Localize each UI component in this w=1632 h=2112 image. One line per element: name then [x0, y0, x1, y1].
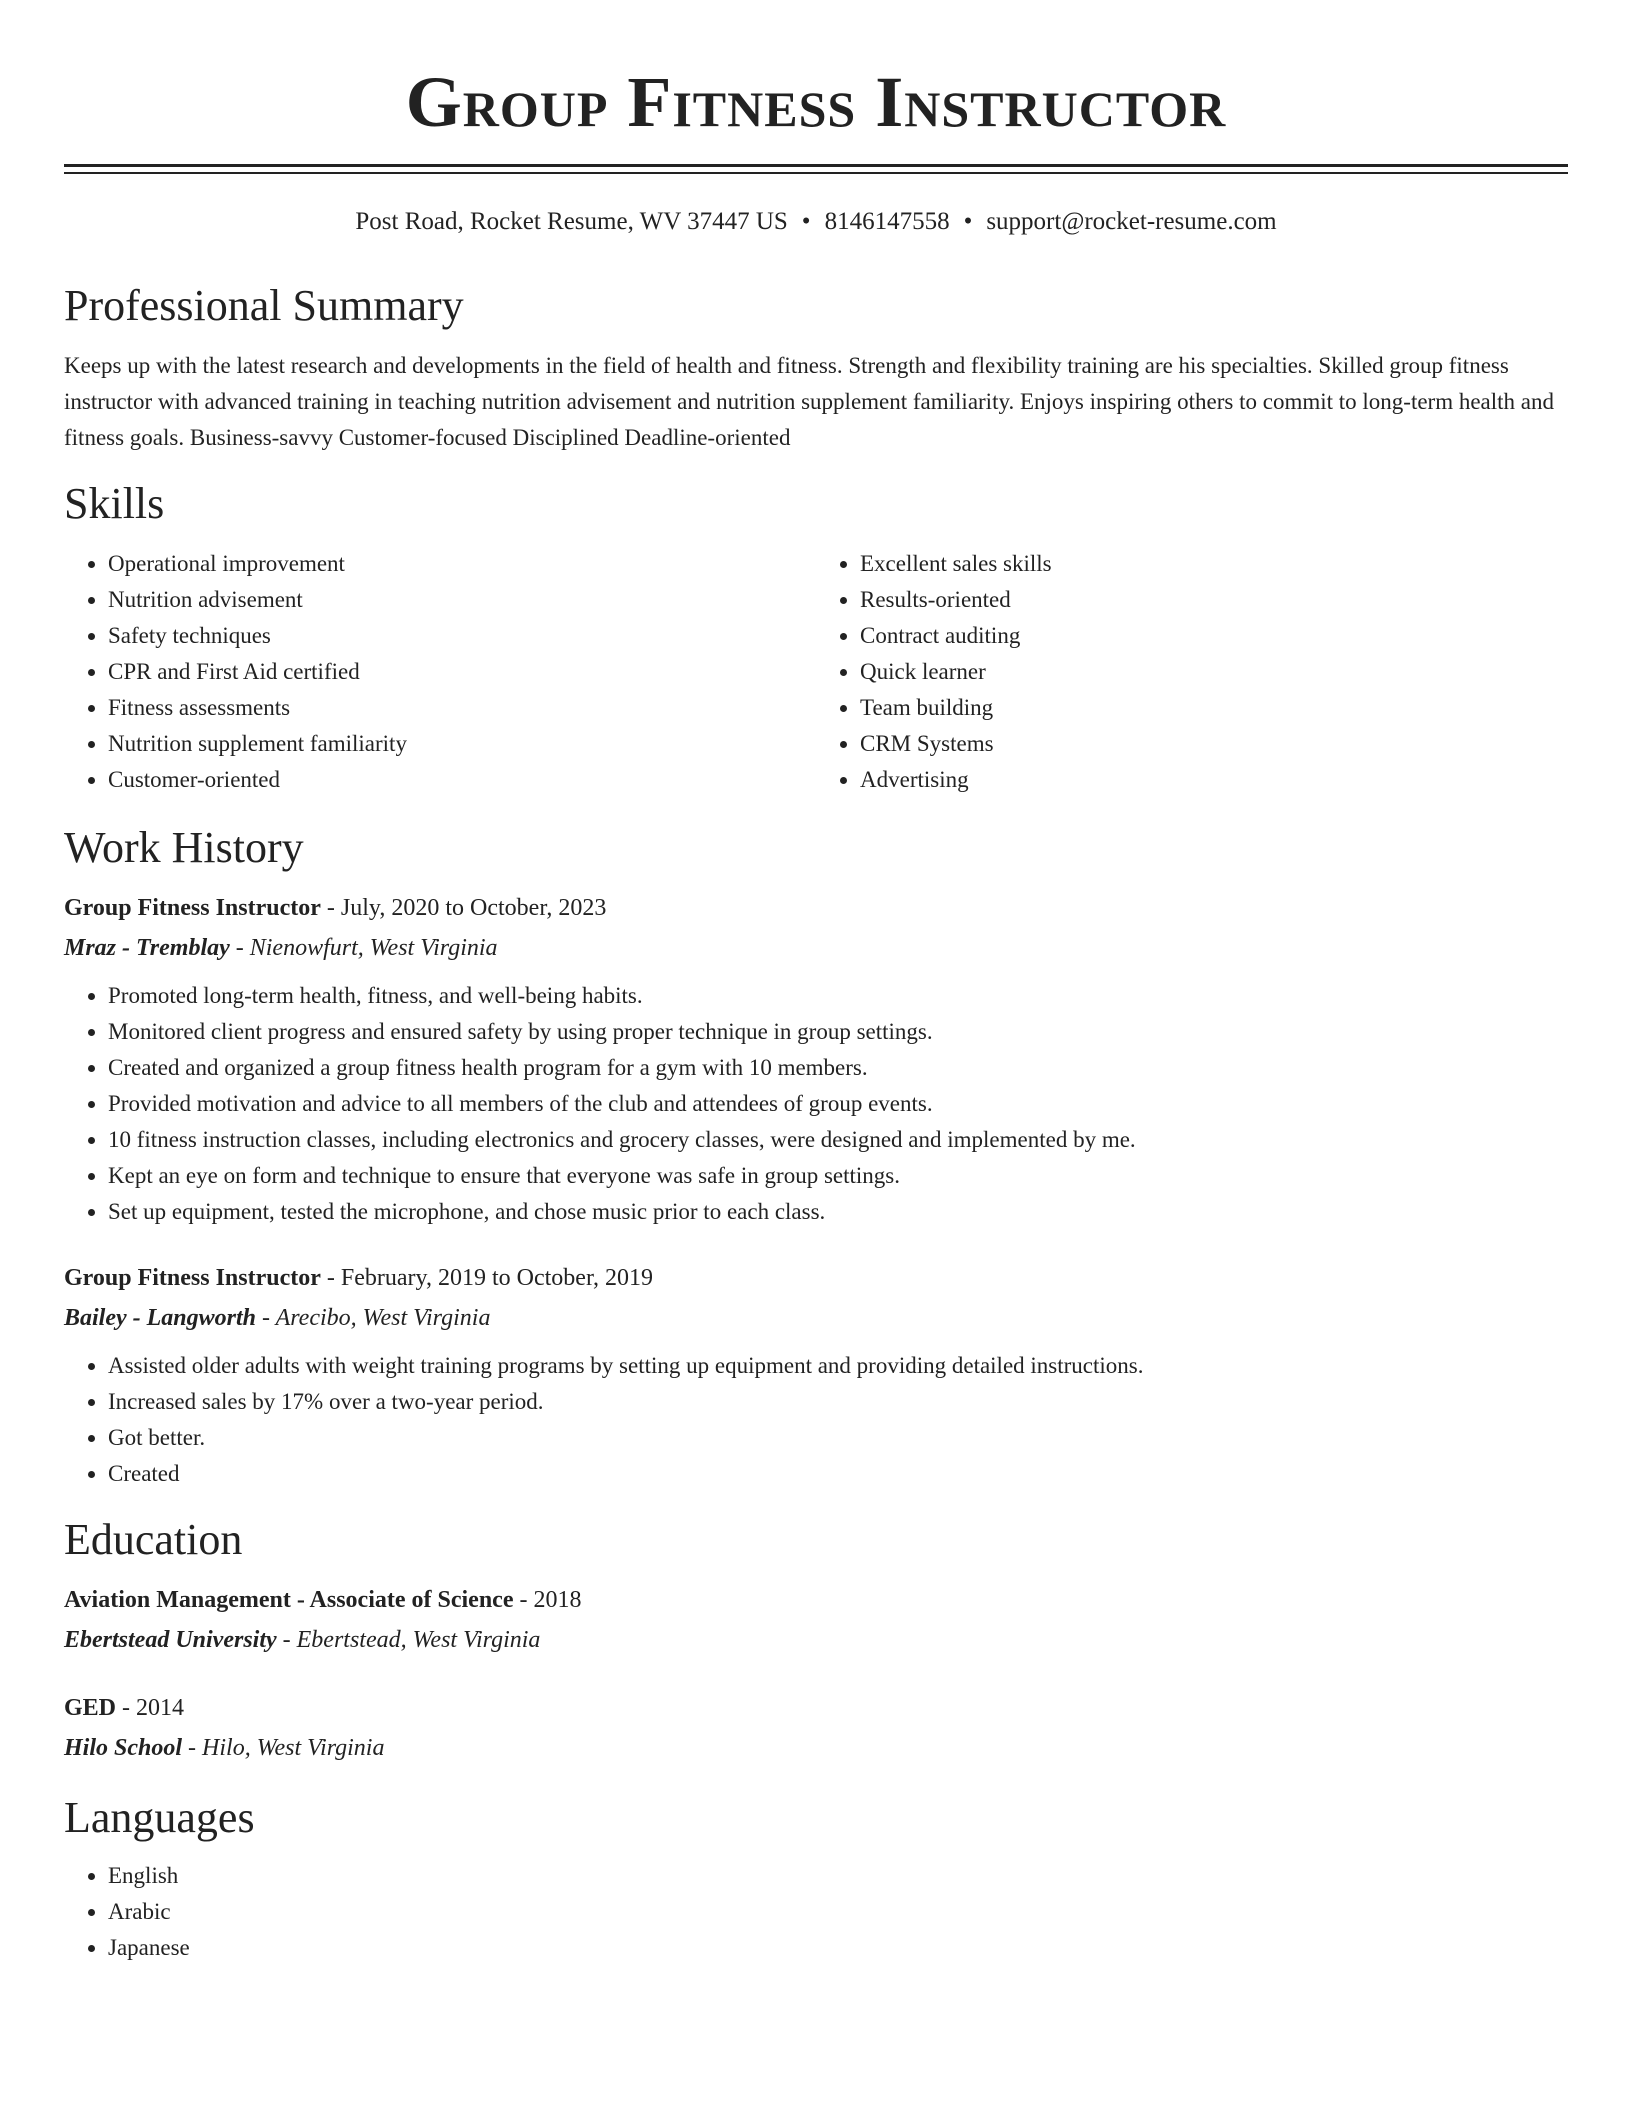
work-history-heading: Work History: [64, 823, 304, 872]
job-duty: • 10 fitness instruction classes, including electronics and grocery classes, were designed and implemented by me.: [108, 1122, 1568, 1158]
job-header: [64, 1258, 1568, 1298]
languages-heading: Languages: [64, 1793, 255, 1842]
skill-item: • Contract auditing: [860, 618, 1568, 654]
skill-item: • Customer-oriented: [108, 762, 816, 798]
resume-title: Group Fitness Instructor: [405, 62, 1227, 142]
education-header: [64, 1580, 1568, 1620]
education-school: Ebertstead University: [64, 1627, 277, 1653]
job-title: Group Fitness Instructor: [64, 895, 321, 921]
education-location: - Hilo, West Virginia: [182, 1735, 385, 1761]
contact-line: [64, 204, 1568, 240]
job-duty: • Provided motivation and advice to all members of the club and attendees of group events.: [108, 1086, 1568, 1122]
job-duty: • Promoted long-term health, fitness, and well-being habits.: [108, 978, 1568, 1014]
education-school-line: [64, 1728, 1568, 1768]
skill-item: • Fitness assessments: [108, 690, 816, 726]
job-duty: • Increased sales by 17% over a two-year period.: [108, 1384, 1568, 1420]
education-section: [64, 1512, 1568, 1768]
job-dates: - February, 2019 to October, 2019: [320, 1265, 653, 1291]
skill-item: • Quick learner: [860, 654, 1568, 690]
skill-item: • Excellent sales skills: [860, 546, 1568, 582]
job-duty: • Kept an eye on form and technique to ensure that everyone was safe in group settings.: [108, 1158, 1568, 1194]
skills-section: [64, 476, 1568, 798]
job-duty: • Set up equipment, tested the microphone, and chose music prior to each class.: [108, 1194, 1568, 1230]
job-duty: • Created: [108, 1456, 1568, 1492]
job-duties: [64, 978, 1568, 1230]
job-location: - Nienowfurt, West Virginia: [229, 935, 498, 961]
job-duty: • Assisted older adults with weight training programs by setting up equipment and providing detailed instructions.: [108, 1348, 1568, 1384]
contact-phone: 8146147558: [824, 208, 950, 235]
skills-grid: [64, 546, 1568, 798]
education-heading: Education: [64, 1515, 243, 1564]
title-divider-thin: [64, 172, 1568, 174]
skill-item: • Operational improvement: [108, 546, 816, 582]
skill-item: • CPR and First Aid certified: [108, 654, 816, 690]
work-history-section: [64, 820, 1568, 1492]
languages-list: [64, 1858, 1568, 1966]
job-location: - Arecibo, West Virginia: [256, 1305, 491, 1331]
skill-item: • Nutrition supplement familiarity: [108, 726, 816, 762]
skill-item: • Results-oriented: [860, 582, 1568, 618]
job-entry: [64, 888, 1568, 1230]
contact-address: Post Road, Rocket Resume, WV 37447 US: [355, 208, 788, 235]
job-duty: • Created and organized a group fitness health program for a gym with 10 members.: [108, 1050, 1568, 1086]
language-item: • Arabic: [108, 1894, 1568, 1930]
job-duty: • Monitored client progress and ensured safety by using proper technique in group settings.: [108, 1014, 1568, 1050]
job-duty: • Got better.: [108, 1420, 1568, 1456]
languages-section: [64, 1790, 1568, 1966]
title-divider-thick: [64, 164, 1568, 167]
education-degree: GED: [64, 1695, 117, 1721]
education-degree: Aviation Management - Associate of Science: [64, 1587, 514, 1613]
skill-item: • Safety techniques: [108, 618, 816, 654]
education-location: - Ebertstead, West Virginia: [276, 1627, 541, 1653]
job-employer: [64, 1298, 1568, 1338]
summary-text: Keeps up with the latest research and developments in the field of health and fitness. Strength and flexibility training are his specialties. Skilled group fitness instructor with advanced training in teaching nutrition advisement and nutrition supplement familiarity. Enjoys inspiring others to commit to long-term health and fitness goals. Business-savvy Customer-focused Disciplined Deadline-oriented: [64, 353, 1555, 450]
skill-item: • CRM Systems: [860, 726, 1568, 762]
contact-separator: •: [801, 208, 811, 235]
skills-heading: Skills: [64, 479, 165, 528]
job-title: Group Fitness Instructor: [64, 1265, 321, 1291]
skills-list-left: [64, 546, 816, 798]
job-duties: [64, 1348, 1568, 1492]
skill-item: • Nutrition advisement: [108, 582, 816, 618]
skill-item: • Advertising: [860, 762, 1568, 798]
job-entry: [64, 1258, 1568, 1492]
education-school-line: [64, 1620, 1568, 1660]
education-entry: [64, 1688, 1568, 1768]
language-item: • Japanese: [108, 1930, 1568, 1966]
education-year: - 2018: [513, 1587, 582, 1613]
contact-email[interactable]: support@rocket-resume.com: [986, 208, 1277, 235]
education-entry: [64, 1580, 1568, 1660]
skills-list-right: [816, 546, 1568, 798]
job-header: [64, 888, 1568, 928]
language-item: • English: [108, 1858, 1568, 1894]
education-header: [64, 1688, 1568, 1728]
job-dates: - July, 2020 to October, 2023: [320, 895, 607, 921]
contact-separator: •: [963, 208, 973, 235]
job-company: Mraz - Tremblay: [64, 935, 230, 961]
summary-section: [64, 278, 1568, 456]
education-year: - 2014: [116, 1695, 185, 1721]
summary-heading: Professional Summary: [64, 281, 464, 330]
education-school: Hilo School: [64, 1735, 183, 1761]
skill-item: • Team building: [860, 690, 1568, 726]
job-company: Bailey - Langworth: [64, 1305, 257, 1331]
job-employer: [64, 928, 1568, 968]
